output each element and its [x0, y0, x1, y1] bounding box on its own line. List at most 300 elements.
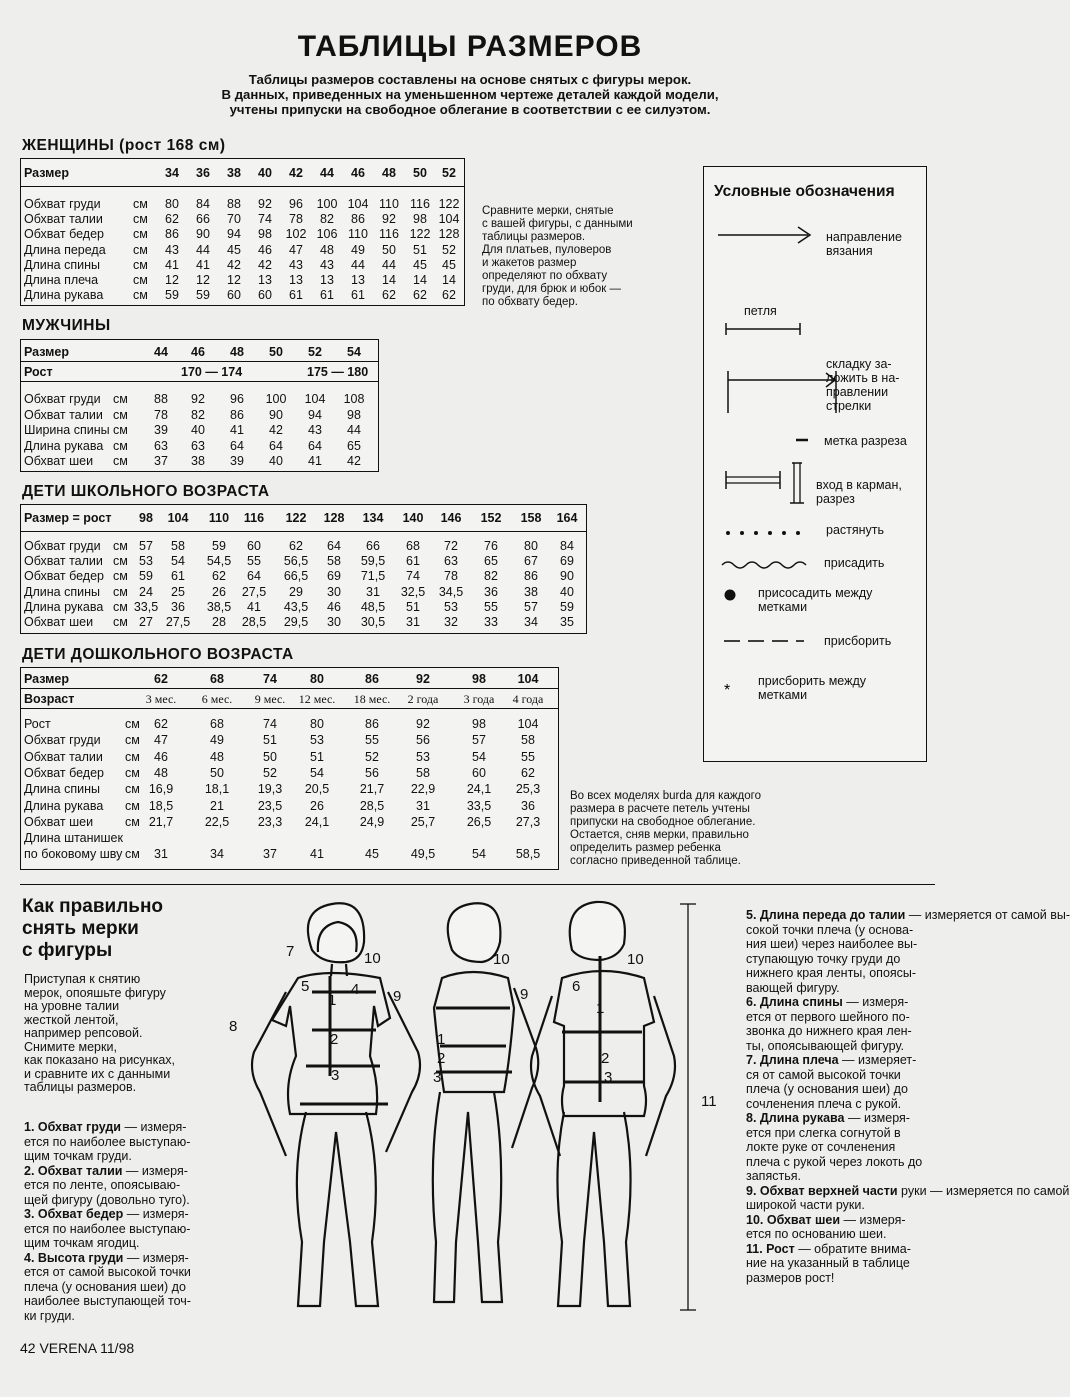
preschool-age-header-label: Возраст [24, 692, 75, 706]
row-value: 24 [139, 584, 153, 599]
row-label: Обхват бедер [24, 227, 104, 242]
row-label: Длина рукава [24, 798, 104, 813]
row-value: 51 [263, 733, 277, 748]
row-value: 13 [351, 273, 365, 287]
row-value: 54 [472, 749, 486, 764]
row-value: 25 [171, 584, 185, 599]
row-value: 45 [227, 242, 241, 257]
row-value: 42 [347, 454, 361, 469]
row-value: 104 [438, 212, 460, 227]
row-label: по боковому шву [24, 847, 123, 862]
note-line: определяют по обхвату [482, 270, 608, 282]
row-value: 13 [320, 273, 334, 287]
row-value: 92 [258, 197, 272, 211]
row-value: 30 [327, 584, 341, 599]
measure-line: ется от самой высокой точки [24, 1265, 191, 1279]
row-label: Обхват талии [24, 407, 103, 422]
row-value: 122 [438, 197, 460, 211]
row-label: Ширина спины [24, 423, 110, 438]
legend-item: вход в карман, разрез [816, 478, 902, 506]
measure-line: 5. Длина переда до талии — измеряется от самой вы- [746, 908, 1070, 922]
row-value: 34 [524, 615, 538, 629]
row-unit: см [133, 242, 148, 257]
row-value: 68 [210, 717, 224, 731]
ease-dot-icon [725, 590, 736, 601]
row-value: 70 [227, 212, 241, 227]
row-value: 28 [212, 615, 226, 629]
measure-line: размеров рост! [746, 1270, 835, 1285]
intro-line: жесткой лентой, [24, 1012, 119, 1027]
preschool-size-header-cell: 98 [472, 672, 486, 686]
row-value: 88 [227, 197, 241, 211]
note-line: согласно приведенной таблице. [570, 855, 741, 867]
row-value: 108 [343, 392, 365, 406]
row-value: 56 [416, 733, 430, 748]
row-value: 78 [154, 407, 168, 422]
row-value: 58 [327, 554, 341, 569]
note-line: по обхвату бедер. [482, 296, 578, 308]
preschool-age-header-cell: 4 года [512, 692, 544, 706]
row-value: 53 [416, 749, 430, 764]
preschool-age-header-cell: 9 мес. [254, 692, 286, 706]
row-value: 33,5 [466, 798, 492, 813]
measure-line: плеча (у основания шеи) до [746, 1082, 908, 1096]
women-size-header-cell: 46 [351, 166, 365, 180]
measure-line: 7. Длина плеча — измеряет- [746, 1053, 917, 1067]
row-value: 98 [413, 212, 427, 227]
school-heading: ДЕТИ ШКОЛЬНОГО ВОЗРАСТА [22, 483, 270, 500]
row-value: 62 [165, 212, 179, 227]
women-table-note [482, 205, 633, 309]
stretch-dots-icon [726, 531, 800, 535]
preschool-age-header-cell: 2 года [407, 692, 439, 706]
row-value: 69 [327, 569, 341, 584]
row-value: 102 [285, 227, 307, 242]
row-label: Длина спины [24, 584, 100, 599]
row-label: Длина спины [24, 257, 100, 272]
figure-number: 9 [520, 986, 529, 1003]
measure-line: 4. Высота груди — измеря- [24, 1250, 189, 1265]
row-value: 94 [227, 227, 241, 242]
measure-item [24, 1120, 210, 1164]
row-value: 39 [154, 423, 168, 438]
school-size-header-cell: 146 [440, 511, 462, 525]
figure-number: 10 [364, 950, 381, 967]
measure-item [24, 1251, 210, 1324]
intro-line: как показано на рисунках, [24, 1053, 176, 1067]
row-value: 44 [351, 257, 365, 272]
intro-line: на уровне талии [24, 999, 120, 1013]
figure-number: 11 [701, 1093, 717, 1110]
measure-name: 2. Обхват талии [24, 1163, 123, 1178]
row-value: 76 [484, 539, 498, 553]
row-unit: см [113, 599, 128, 614]
row-value: 12 [196, 273, 210, 287]
measure-line: 8. Длина рукава — измеря- [746, 1111, 910, 1125]
measure-item [24, 1164, 210, 1208]
measure-item [746, 1213, 932, 1242]
row-value: 42 [227, 257, 241, 272]
preschool-size-header-cell: 74 [263, 672, 277, 686]
legend-item: растянуть [826, 523, 885, 537]
measure-line: сокой точки плеча (у основа- [746, 922, 914, 937]
row-value: 48 [320, 242, 334, 257]
row-value: 59,5 [360, 554, 386, 569]
note-line: и жакетов размер [482, 257, 577, 269]
school-size-header-cell: 134 [362, 511, 384, 525]
row-label: Обхват бедер [24, 765, 104, 780]
note-line: таблицы размеров. [482, 231, 586, 243]
legend-item: присадить [824, 556, 885, 570]
howto-title: Как правильно снять мерки с фигуры [22, 896, 164, 961]
row-unit: см [113, 392, 128, 406]
legend-item: петля [744, 304, 777, 318]
row-value: 44 [347, 423, 361, 438]
measure-name: 11. Рост [746, 1241, 795, 1256]
row-value: 62 [413, 288, 427, 303]
women-size-header-cell: 38 [227, 166, 241, 180]
row-label: Обхват талии [24, 554, 103, 569]
legend-item: метка разреза [824, 434, 907, 448]
row-label: Длина рукава [24, 288, 104, 303]
row-value: 26 [310, 798, 324, 813]
row-value: 82 [484, 569, 498, 584]
row-value: 38,5 [206, 599, 232, 614]
row-value: 45 [442, 257, 456, 272]
row-unit: см [113, 454, 128, 469]
row-unit: см [133, 288, 148, 303]
row-value: 13 [289, 273, 303, 287]
figure-number: 5 [301, 978, 310, 995]
row-value: 43,5 [283, 599, 309, 614]
intro-line: учтены припуски на свободное облегание в соответствии с ее силуэтом. [229, 102, 711, 117]
row-value: 66,5 [283, 569, 309, 584]
row-value: 57 [524, 599, 538, 614]
row-value: 24,1 [466, 782, 492, 797]
row-value: 66 [196, 212, 210, 227]
preschool-age-header-cell: 12 мес. [298, 692, 336, 706]
preschool-size-header-cell: 92 [416, 672, 430, 686]
row-value: 59 [196, 288, 210, 303]
legend-box [703, 166, 927, 762]
measure-line: 10. Обхват шеи — измеря- [746, 1212, 906, 1227]
row-value: 62 [521, 765, 535, 780]
row-unit: см [113, 539, 128, 553]
measure-line: 2. Обхват талии — измеря- [24, 1163, 188, 1178]
row-unit: см [113, 554, 128, 569]
figure-number: 10 [627, 951, 644, 968]
row-value: 68 [406, 539, 420, 553]
row-value: 104 [304, 392, 326, 406]
row-value: 27,5 [241, 584, 267, 599]
row-value: 27,3 [515, 814, 541, 829]
note-line: груди, для брюк и юбок — [482, 283, 621, 295]
figure-number: 2 [330, 1031, 339, 1048]
preschool-table-note [570, 790, 761, 868]
men-height-header-cell: 170 — 174 [181, 365, 243, 379]
row-value: 34 [210, 847, 224, 862]
row-value: 57 [139, 539, 153, 553]
men-size-header-cell: 50 [269, 345, 283, 359]
measure-item [24, 1207, 210, 1251]
measure-line: ется от первого шейного по- [746, 1009, 910, 1024]
row-value: 52 [365, 749, 379, 764]
measure-line: 9. Обхват верхней части руки — измеряется по самой [746, 1183, 1070, 1198]
measure-line: ется по ленте, опоясываю- [24, 1178, 181, 1192]
intro-line: мерок, опояшьте фигуру [24, 985, 166, 1000]
men-size-header-cell: 54 [347, 345, 361, 359]
row-value: 26,5 [466, 814, 492, 829]
row-value: 90 [269, 407, 283, 422]
row-value: 20,5 [304, 782, 330, 797]
school-size-header-cell: 164 [556, 511, 578, 525]
row-value: 64 [327, 539, 341, 553]
row-value: 14 [413, 273, 427, 287]
measure-name: 1. Обхват груди [24, 1120, 121, 1134]
row-unit: см [113, 615, 128, 629]
school-size-header-label: Размер = рост [24, 511, 112, 525]
row-value: 53 [310, 733, 324, 748]
row-value: 31 [416, 798, 430, 813]
table-divider [21, 688, 558, 689]
row-value: 100 [265, 392, 287, 406]
row-value: 24,9 [359, 814, 385, 829]
preschool-size-header-label: Размер [24, 672, 70, 686]
measure-name: 9. Обхват верхней части [746, 1183, 898, 1198]
row-value: 62 [442, 288, 456, 303]
measure-name: 5. Длина переда до талии [746, 908, 906, 922]
row-unit: см [113, 407, 128, 422]
row-value: 21,7 [359, 782, 385, 797]
row-value: 106 [316, 227, 338, 242]
men-height-header-label: Рост [24, 365, 53, 379]
row-value: 58 [416, 765, 430, 780]
measure-line: щей фигуру (довольно туго). [24, 1192, 190, 1207]
preschool-age-header-cell: 18 мес. [353, 692, 391, 706]
row-value: 36 [484, 584, 498, 599]
row-value: 14 [382, 273, 396, 287]
note-line: Сравните мерки, снятые [482, 205, 614, 217]
measure-item [746, 1242, 932, 1286]
measure-line: наиболее выступающей точ- [24, 1294, 191, 1308]
measure-item [746, 1053, 932, 1111]
row-value: 82 [191, 407, 205, 422]
row-value: 80 [310, 717, 324, 731]
figure-number: 2 [437, 1050, 446, 1067]
row-label: Длина рукава [24, 438, 104, 453]
row-label: Длина переда [24, 242, 106, 257]
note-line: определить размер ребенка [570, 842, 721, 854]
row-value: 46 [258, 242, 272, 257]
preschool-size-header-cell: 62 [154, 672, 168, 686]
ease-wave-icon [722, 562, 806, 568]
preschool-size-table [20, 667, 559, 870]
row-value: 62 [212, 569, 226, 584]
row-value: 41 [247, 599, 261, 614]
row-value: 28,5 [359, 798, 385, 813]
measure-name: 10. Обхват шеи [746, 1212, 841, 1227]
row-value: 55 [247, 554, 261, 569]
measure-name: 6. Длина спины [746, 995, 843, 1009]
row-value: 32 [444, 615, 458, 629]
preschool-size-header-cell: 68 [210, 672, 224, 686]
row-value: 40 [191, 423, 205, 438]
row-value: 46 [154, 749, 168, 764]
row-value: 82 [320, 212, 334, 227]
row-value: 12 [165, 273, 179, 287]
row-value: 28,5 [241, 615, 267, 629]
row-value: 50 [210, 765, 224, 780]
row-unit: см [113, 423, 128, 438]
row-value: 31 [366, 584, 380, 599]
row-unit: см [125, 798, 140, 813]
row-value: 110 [379, 197, 399, 211]
row-label: Длина плеча [24, 273, 99, 287]
men-size-table [20, 339, 379, 472]
table-divider [21, 531, 586, 532]
row-value: 67 [524, 554, 538, 569]
row-value: 42 [258, 257, 272, 272]
school-size-header-cell: 152 [480, 511, 502, 525]
row-value: 63 [444, 554, 458, 569]
row-value: 36 [521, 798, 535, 813]
row-value: 58 [171, 539, 185, 553]
row-value: 55 [365, 733, 379, 748]
row-value: 96 [289, 197, 303, 211]
intro-line: и сравните их с данными [24, 1066, 171, 1081]
row-unit: см [125, 733, 140, 748]
measure-line: 11. Рост — обратите внима- [746, 1241, 911, 1256]
row-unit: см [125, 814, 140, 829]
figure-number: 1 [328, 992, 337, 1009]
row-value: 72 [444, 539, 458, 553]
row-label: Обхват груди [24, 392, 101, 406]
row-value: 86 [230, 407, 244, 422]
row-label: Обхват груди [24, 197, 101, 211]
row-value: 59 [560, 599, 574, 614]
row-unit: см [113, 569, 128, 584]
men-size-header-label: Размер [24, 345, 70, 359]
school-size-table [20, 504, 587, 634]
measure-line: ется по наиболее выступаю- [24, 1221, 191, 1236]
row-value: 61 [406, 554, 420, 569]
measure-item [746, 908, 1070, 995]
row-unit: см [133, 212, 148, 227]
row-value: 92 [191, 392, 205, 406]
measure-line: ния шеи) через наиболее вы- [746, 937, 918, 951]
row-value: 90 [560, 569, 574, 584]
row-label: Обхват бедер [24, 569, 104, 584]
figure-number: 4 [351, 981, 360, 998]
row-value: 63 [154, 438, 168, 453]
row-value: 104 [347, 197, 369, 211]
row-label: Обхват шеи [24, 814, 94, 829]
row-value: 100 [316, 197, 338, 211]
row-value: 74 [406, 569, 420, 584]
row-label: Длина рукава [24, 599, 104, 614]
row-value: 47 [154, 733, 168, 748]
preschool-size-header-cell: 86 [365, 672, 379, 686]
row-value: 18,5 [148, 798, 174, 813]
row-value: 64 [308, 438, 322, 453]
measure-line: ется по основанию шеи. [746, 1227, 887, 1241]
measure-line: ние на указанный в таблице [746, 1256, 910, 1270]
row-value: 44 [382, 257, 396, 272]
row-value: 43 [320, 257, 334, 272]
row-value: 62 [154, 717, 168, 731]
row-value: 66 [366, 539, 380, 553]
row-value: 98 [258, 227, 272, 242]
intro-line: Приступая к снятию [24, 972, 141, 986]
table-divider [21, 708, 558, 709]
row-value: 38 [191, 454, 205, 469]
row-unit: см [125, 717, 140, 731]
table-divider [21, 381, 378, 382]
row-value: 64 [247, 569, 261, 584]
row-value: 65 [347, 438, 361, 453]
body-figures-illustration [220, 896, 740, 1336]
row-value: 43 [289, 257, 303, 272]
row-value: 22,5 [204, 814, 230, 829]
row-value: 33 [484, 615, 498, 629]
row-value: 54 [171, 554, 185, 569]
men-height-header-cell: 175 — 180 [307, 365, 369, 379]
row-value: 12 [227, 273, 241, 287]
row-value: 36 [171, 599, 185, 614]
row-value: 60 [247, 539, 261, 553]
school-size-header-cell: 98 [139, 511, 153, 525]
preschool-size-header-cell: 104 [517, 672, 539, 686]
women-size-header-cell: 44 [320, 166, 334, 180]
men-size-header-cell: 48 [230, 345, 244, 359]
row-value: 104 [517, 717, 539, 731]
intro-line: В данных, приведенных на уменьшенном чертеже деталей каждой модели, [221, 87, 719, 102]
row-value: 56,5 [283, 554, 309, 569]
row-value: 29 [289, 584, 303, 599]
row-value: 122 [409, 227, 431, 242]
school-size-header-cell: 116 [243, 511, 265, 525]
men-heading: МУЖЧИНЫ [22, 317, 111, 334]
row-value: 25,7 [410, 814, 436, 829]
note-line: Для платьев, пуловеров [482, 244, 612, 256]
preschool-heading: ДЕТИ ДОШКОЛЬНОГО ВОЗРАСТА [22, 646, 294, 663]
table-divider [21, 186, 464, 187]
front-figure-icon [252, 903, 420, 1306]
row-value: 24,1 [304, 814, 330, 829]
row-label: Обхват талии [24, 212, 103, 227]
row-value: 84 [560, 539, 574, 553]
intro-line: Таблицы размеров составлены на основе снятых с фигуры мерок. [248, 72, 692, 87]
row-value: 48 [154, 765, 168, 780]
side-figure-icon [433, 903, 538, 1302]
row-value: 55 [521, 749, 535, 764]
row-value: 50 [263, 749, 277, 764]
figure-number: 3 [331, 1067, 340, 1084]
row-value: 78 [444, 569, 458, 584]
row-value: 41 [310, 847, 324, 862]
row-value: 96 [230, 392, 244, 406]
row-value: 60 [258, 288, 272, 303]
row-label: Длина спины [24, 782, 100, 797]
row-value: 31 [406, 615, 420, 629]
row-value: 27,5 [165, 615, 191, 629]
men-size-header-cell: 52 [308, 345, 322, 359]
women-heading: ЖЕНЩИНЫ (рост 168 см) [22, 137, 226, 154]
row-value: 61 [171, 569, 185, 584]
row-unit: см [113, 438, 128, 453]
row-value: 59 [165, 288, 179, 303]
row-value: 86 [165, 227, 179, 242]
